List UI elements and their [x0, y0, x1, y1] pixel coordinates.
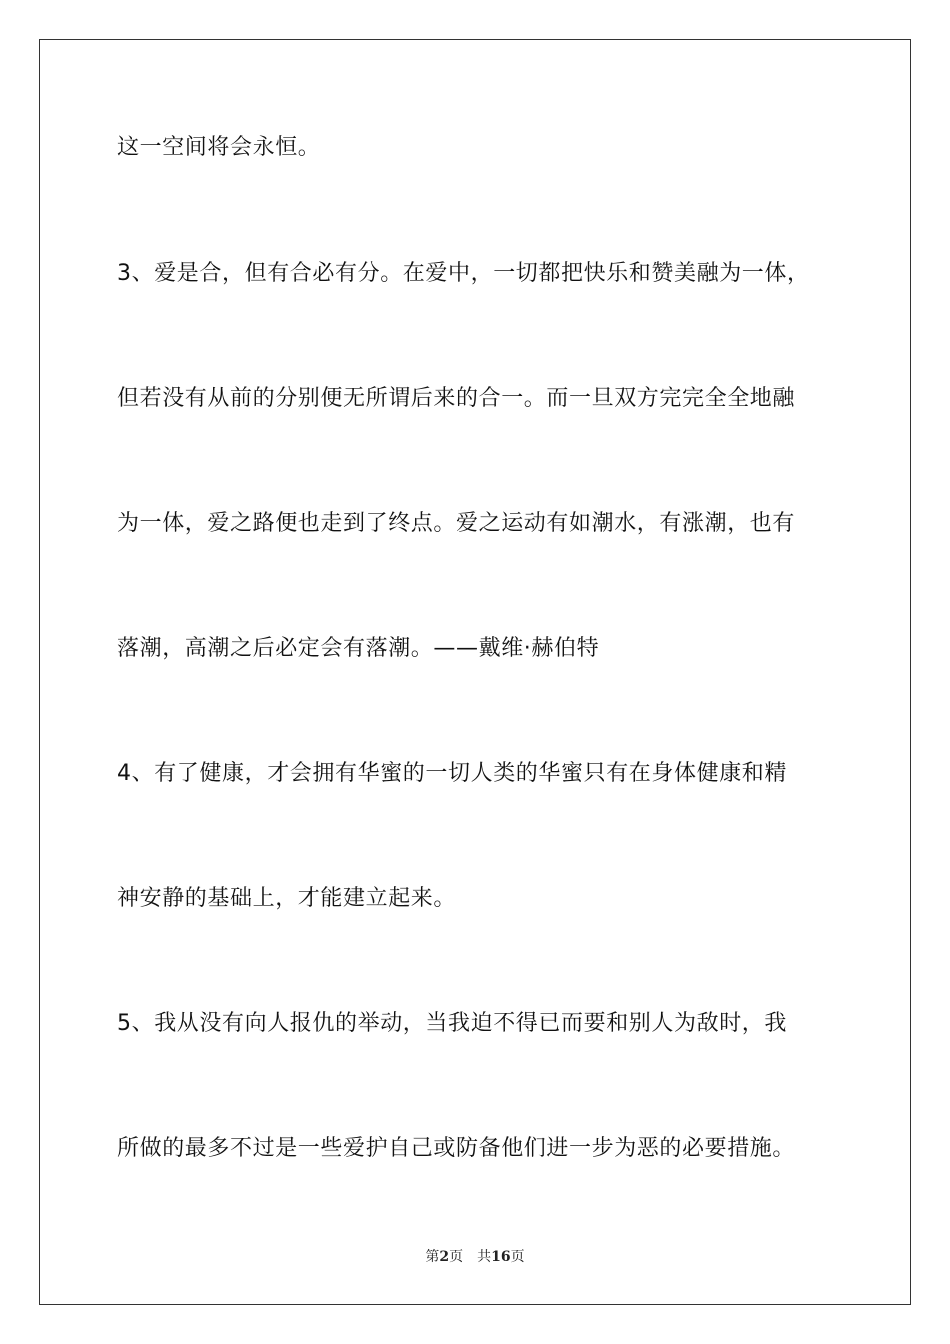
total-prefix: 共 [477, 1249, 492, 1265]
page-total-number: 16 [491, 1249, 511, 1265]
body-text-line: 5、我从没有向人报仇的举动，当我迫不得已而要和别人为敌时，我 [117, 1011, 787, 1036]
body-text-line: 所做的最多不过是一些爱护自己或防备他们进一步为恶的必要措施。 [117, 1136, 796, 1161]
body-text-line: 神安静的基础上，才能建立起来。 [117, 886, 457, 911]
total-suffix: 页 [510, 1249, 525, 1265]
body-text-line: 但若没有从前的分别便无所谓后来的合一。而一旦双方完完全全地融 [117, 386, 796, 411]
body-text-line: 落潮，高潮之后必定会有落潮。——戴维·赫伯特 [117, 636, 600, 661]
body-text-line: 这一空间将会永恒。 [117, 135, 321, 160]
body-text-line: 3、爱是合，但有合必有分。在爱中，一切都把快乐和赞美融为一体， [117, 261, 810, 286]
page-frame [39, 39, 911, 1305]
page-footer [0, 1246, 950, 1266]
page-current-number: 2 [439, 1249, 450, 1265]
page-suffix: 页 [449, 1249, 464, 1265]
body-text-line: 为一体，爱之路便也走到了终点。爱之运动有如潮水，有涨潮，也有 [117, 511, 796, 536]
page-prefix: 第 [425, 1249, 440, 1265]
body-text-line: 4、有了健康，才会拥有华蜜的一切人类的华蜜只有在身体健康和精 [117, 761, 787, 786]
